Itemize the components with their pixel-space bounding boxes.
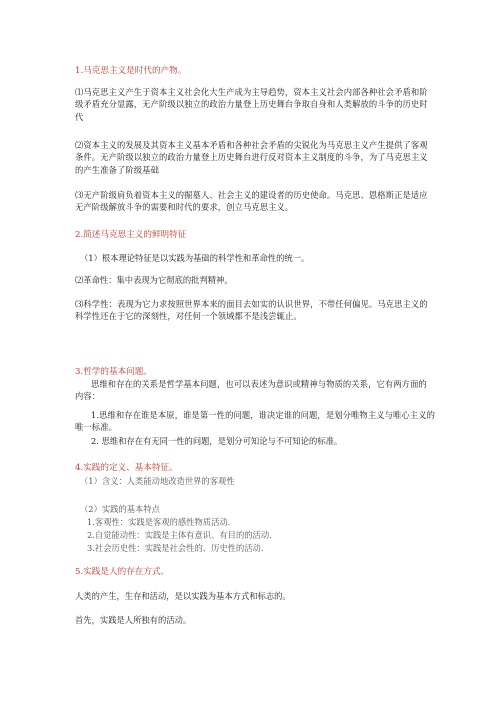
section-4-feature-3: 3.社会历史性：实践是社会性的、历史性的活动.	[87, 543, 264, 553]
section-3-heading: 3.哲学的基本问题。	[75, 367, 152, 377]
section-4-feature-2: 2.自觉能动性：实践是主体有意识、有目的的活动.	[87, 530, 272, 540]
section-2-paragraph-3: ⑶科学性：表现为它力求按照世界本来的面目去如实的认识世界，不带任何偏见。马克思主义的科学性还在于它的深刻性，对任何一个领域都不是浅尝辄止。	[75, 299, 428, 322]
section-5-paragraph-1: 人类的产生，生存和活动，是以实践为基本方式和标志的。	[75, 591, 291, 601]
section-4-heading: 4.实践的定义、基本特征。	[75, 463, 178, 473]
section-2-paragraph-2: ⑵革命性：集中表现为它彻底的批判精神。	[75, 275, 233, 285]
section-5-paragraph-2: 首先，实践是人所独有的活动。	[75, 615, 192, 625]
section-1-heading: 1.马克思主义是时代的产物。	[75, 66, 187, 76]
section-4-features-title: （2）实践的基本特点	[80, 504, 160, 514]
section-5-heading: 5.实践是人的存在方式。	[75, 567, 170, 577]
section-3-paragraph-3: 2. 思维和存在有无同一性的问题，是划分可知论与不可知论的标准。	[91, 436, 343, 446]
section-4-feature-1: 1.客观性：实践是客观的感性物质活动.	[87, 517, 231, 527]
section-2-heading: 2.简述马克思主义的鲜明特征	[75, 230, 187, 240]
section-1-paragraph-3: ⑶无产阶级肩负着资本主义的掘墓人、社会主义的建设者的历史使命。马克思、恩格斯正是适应无产阶级解放斗争的需要和时代的要求，创立马克思主义。	[75, 190, 428, 213]
section-2-paragraph-1: （1）根本理论特征是以实践为基础的科学性和革命性的统一。	[80, 253, 310, 263]
section-1-paragraph-1: ⑴马克思主义产生于资本主义社会化大生产成为主导趋势，资本主义社会内部各种社会矛盾和阶级矛盾充分显露，无产阶级以独立的政治力量登上历史舞台争取自身和人类解放的斗争的历史时代	[75, 87, 428, 122]
section-3-paragraph-2: 1.思维和存在谁是本原，谁是第一性的问题，谁决定谁的问题，是划分唯物主义与唯心主义的唯一标准。	[75, 410, 435, 433]
section-3-paragraph-1: 思维和存在的关系是哲学基本问题，也可以表述为意识或精神与物质的关系，它有两方面的内容：	[75, 379, 427, 402]
section-4-definition: （1）含义：人类能动地改造世界的客观性	[80, 476, 235, 486]
section-1-paragraph-2: ⑵资本主义的发展及其资本主义基本矛盾和各种社会矛盾的尖锐化为马克思主义产生提供了客观条件。无产阶级以独立的政治力量登上历史舞台进行反对资本主义制度的斗争，为了马克思主义的产生准备了阶级基础	[75, 140, 428, 175]
